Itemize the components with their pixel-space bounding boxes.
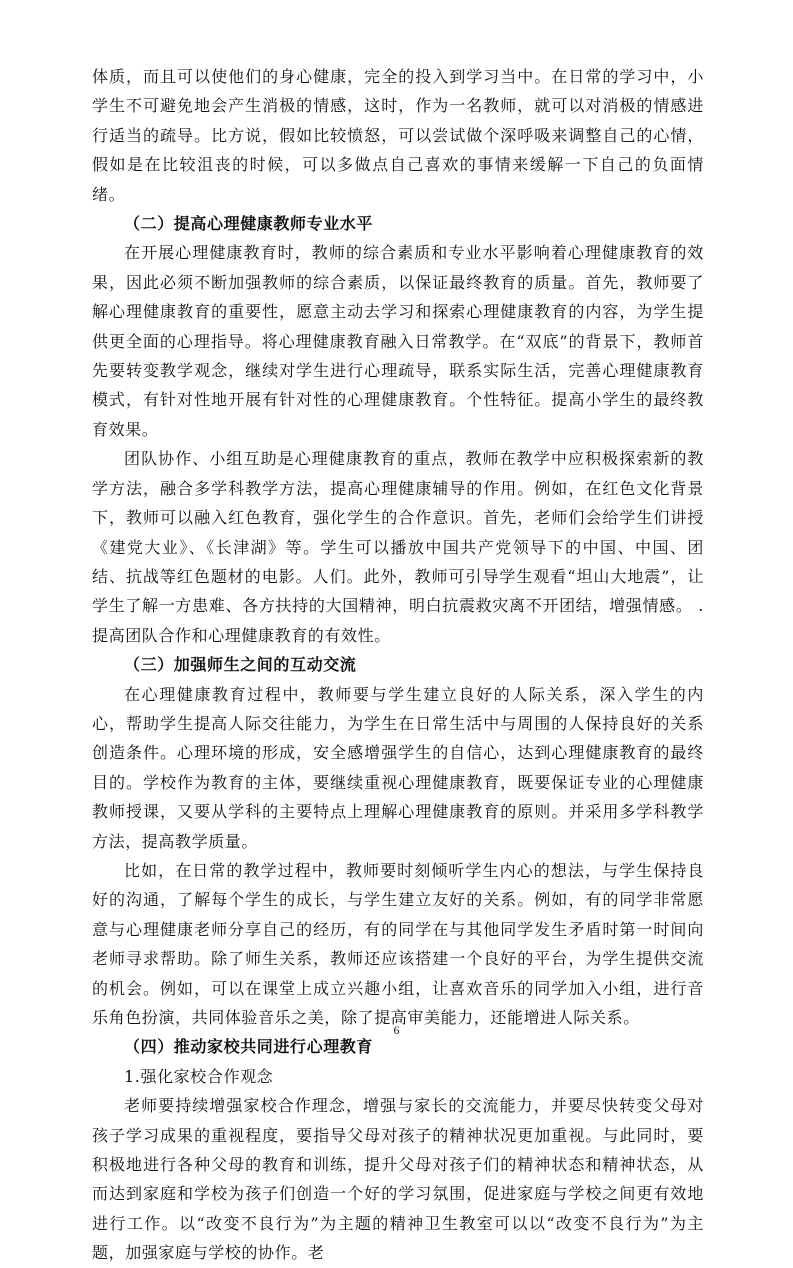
page-number: 6	[393, 1023, 400, 1037]
subsection-heading: 1.强化家校合作观念	[124, 1066, 274, 1086]
paragraph-2: 在开展心理健康教育时，教师的综合素质和专业水平影响着心理健康教育的效果，因此必须不断加强教师的综合素质，以保证最终教育的质量。首先，教师要了解心理健康教育的重要性，愿意主动去学习和探索心理健康教育的内容，为学生提供更全面的心理指导。将心理健康教育融入日常教学。在“双底”的背景下，教师首先要转变教学观念，继续对学生进行心理疏导，联系实际生活，完善心理健康教育模式，有针对性地开展有针对性的心理健康教育。个性特征。提高小学生的最终教育效果。	[92, 243, 704, 439]
document-body	[92, 62, 704, 1268]
section-heading-3: （三）加强师生之间的互动交流	[124, 655, 357, 675]
paragraph-3: 团队协作、小组互助是心理健康教育的重点，教师在教学中应积极探索新的教学方法，融合多学科教学方法，提高心理健康辅导的作用。例如，在红色文化背景下，教师可以融入红色教育，强化学生的合作意识。首先，老师们会给学生们讲授《建党大业》、《长津湖》等。学生可以播放中国共产党领导下的中国、中国、团结、抗战等红色题材的电影。人们。此外，教师可引导学生观看“坦山大地震”，让学生了解一方患难、各方扶持的大国精神，明白抗震救灾离不开团结，增强情感。 .提高团队合作和心理健康教育的有效性。	[92, 449, 704, 645]
paragraph-6: 老师要持续增强家校合作理念，增强与家长的交流能力，并要尽快转变父母对孩子学习成果的重视程度，要指导父母对孩子的精神状况更加重视。与此同时，要积极地进行各种父母的教育和训练，提升父母对孩子们的精神状态和精神状态，从而达到家庭和学校为孩子们创造一个好的学习氛围，促进家庭与学校之间更有效地进行工作。以“改变不良行为”为主题的精神卫生教室可以以“改变不良行为”为主题，加强家庭与学校的协作。老	[92, 1096, 704, 1263]
paragraph-1: 体质，而且可以使他们的身心健康，完全的投入到学习当中。在日常的学习中，小学生不可避免地会产生消极的情感，这时，作为一名教师，就可以对消极的情感进行适当的疏导。比方说，假如比较愤怒，可以尝试做个深呼吸来调整自己的心情，假如是在比较沮丧的时候，可以多做点自己喜欢的事情来缓解一下自己的负面情绪。	[92, 67, 704, 204]
paragraph-5: 比如，在日常的教学过程中，教师要时刻倾听学生内心的想法，与学生保持良好的沟通，了解每个学生的成长，与学生建立友好的关系。例如，有的同学非常愿意与心理健康老师分享自己的经历，有的同学在与其他同学发生矛盾时第一时间向老师寻求帮助。除了师生关系，教师还应该搭建一个良好的平台，为学生提供交流的机会。例如，可以在课堂上成立兴趣小组，让喜欢音乐的同学加入小组，进行音乐角色扮演，共同体验音乐之美，除了提高审美能力，还能增进人际关系。	[92, 860, 704, 1027]
section-heading-4: （四）推动家校共同进行心理教育	[124, 1037, 374, 1057]
paragraph-4: 在心理健康教育过程中，教师要与学生建立良好的人际关系，深入学生的内心，帮助学生提高人际交往能力，为学生在日常生活中与周围的人保持良好的关系创造条件。心理环境的形成，安全感增强学生的自信心，达到心理健康教育的最终目的。学校作为教育的主体，要继续重视心理健康教育，既要保证专业的心理健康教师授课，又要从学科的主要特点上理解心理健康教育的原则。并采用多学科教学方法，提高教学质量。	[92, 684, 704, 851]
section-heading-2: （二）提高心理健康教师专业水平	[124, 214, 374, 234]
